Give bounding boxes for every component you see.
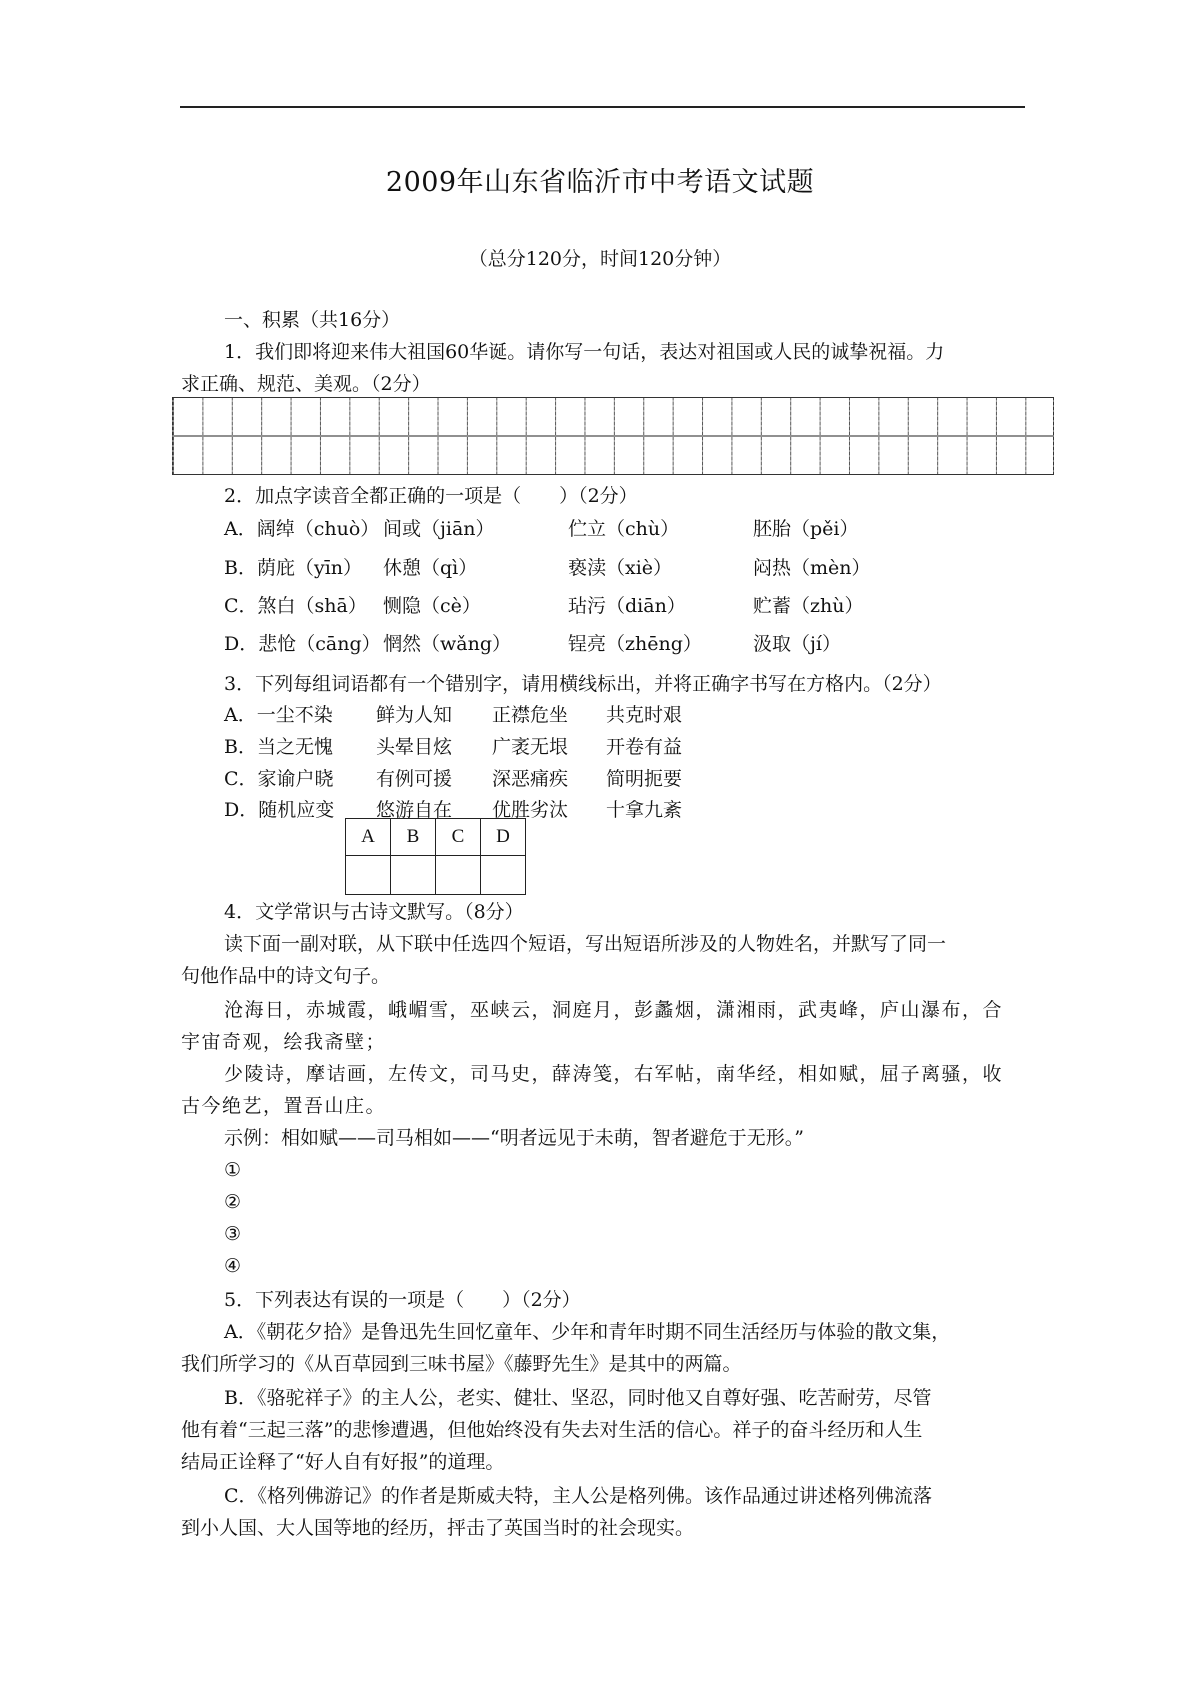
q5-stem: 5．下列表达有误的一项是（ ）（2分） — [224, 1289, 581, 1311]
couplet-lower-line1: 少陵诗，摩诘画，左传文，司马史，薛涛笺，右军帖，南华经，相如赋，屈子离骚，收 — [224, 1063, 1004, 1085]
q4-blank-3: ③ — [224, 1223, 242, 1245]
q1-text-line2: 求正确、规范、美观。（2分） — [181, 373, 431, 395]
q3-option-item: 悠游自在 — [376, 799, 453, 821]
q1-text-line1: 1．我们即将迎来伟大祖国60华诞。请你写一句话，表达对祖国或人民的诚挚祝福。力 — [224, 341, 945, 363]
q2-option-item: 间或（jiān） — [383, 518, 495, 540]
q3-option-item: 简明扼要 — [606, 768, 683, 790]
q2-option-item: 恻隐（cè） — [383, 595, 481, 617]
q2-option-item: 胚胎（pěi） — [753, 518, 859, 540]
q3-option-item: C．家谕户晓 — [224, 768, 334, 790]
q2-option-item: 闷热（mèn） — [753, 557, 871, 579]
q3-answer-cell[interactable] — [346, 856, 391, 895]
q3-stem: 3．下列每组词语都有一个错别字，请用横线标出，并将正确字书写在方格内。（2分） — [224, 673, 942, 695]
q3-option-item: 正襟危坐 — [492, 704, 569, 726]
page-title: 2009年山东省临沂市中考语文试题 — [385, 167, 815, 198]
q2-option-item: C．煞白（shā） — [224, 595, 367, 617]
q3-answer-table — [345, 818, 526, 895]
page-subtitle: （总分120分，时间120分钟） — [468, 248, 732, 270]
q5-option-c-line2: 到小人国、大人国等地的经历，抨击了英国当时的社会现实。 — [181, 1517, 695, 1539]
q2-option-item: 休憩（qì） — [383, 557, 478, 579]
q5-option-a-line2: 我们所学习的《从百草园到三味书屋》《藤野先生》是其中的两篇。 — [181, 1353, 742, 1375]
q5-option-b-line1: B．《骆驼祥子》的主人公，老实、健壮、坚忍，同时他又自尊好强、吃苦耐劳，尽管 — [224, 1387, 932, 1409]
q3-option-item: 鲜为人知 — [376, 704, 453, 726]
couplet-upper-line2: 宇宙奇观，绘我斋壁； — [181, 1031, 387, 1053]
q2-option-item: 贮蓄（zhù） — [753, 595, 864, 617]
header-rule — [180, 106, 1025, 108]
q3-answer-cell[interactable] — [481, 856, 526, 895]
q2-option-item: 锃亮（zhēng） — [568, 633, 702, 655]
q3-option-item: B．当之无愧 — [224, 736, 333, 758]
q4-blank-1: ① — [224, 1159, 242, 1181]
q3-option-item: 开卷有益 — [606, 736, 683, 758]
q2-option-item: 惘然（wǎng） — [383, 633, 511, 655]
q2-option-item: B．荫庇（yīn） — [224, 557, 363, 579]
q2-option-item: 亵渎（xiè） — [568, 557, 673, 579]
q3-option-item: 有例可援 — [376, 768, 453, 790]
q2-option-item: 汲取（jí） — [753, 633, 841, 655]
q3-header-c: C — [436, 819, 481, 856]
q3-header-a: A — [346, 819, 391, 856]
couplet-upper-line1: 沧海日，赤城霞，峨嵋雪，巫峡云，洞庭月，彭蠡烟，潇湘雨，武夷峰，庐山瀑布，合 — [224, 999, 1004, 1021]
q3-option-item: A．一尘不染 — [224, 704, 333, 726]
q2-option-item: 伫立（chù） — [568, 518, 680, 540]
q5-option-a-line1: A．《朝花夕拾》是鲁迅先生回忆童年、少年和青年时期不同生活经历与体验的散文集， — [224, 1321, 951, 1343]
q4-example: 示例：相如赋——司马相如——“明者远见于未萌，智者避危于无形。” — [224, 1127, 804, 1149]
section-heading: 一、积累（共16分） — [224, 309, 401, 331]
q3-header-d: D — [481, 819, 526, 856]
couplet-lower-line2: 古今绝艺，置吾山庄。 — [181, 1095, 387, 1117]
q3-option-item: 深恶痛疾 — [492, 768, 569, 790]
q2-stem: 2．加点字读音全都正确的一项是（ ）（2分） — [224, 485, 638, 507]
q3-option-item: 头晕目炫 — [376, 736, 453, 758]
q3-header-b: B — [391, 819, 436, 856]
q2-option-item: 玷污（diān） — [568, 595, 686, 617]
q3-option-item: D．随机应变 — [224, 799, 335, 821]
q4-blank-2: ② — [224, 1191, 242, 1213]
q3-option-item: 优胜劣汰 — [492, 799, 569, 821]
q4-blank-4: ④ — [224, 1255, 242, 1277]
q5-option-b-line2: 他有着“三起三落”的悲惨遭遇，但他始终没有失去对生活的信心。祥子的奋斗经历和人生 — [181, 1419, 923, 1441]
q4-intro-line1: 读下面一副对联，从下联中任选四个短语，写出短语所涉及的人物姓名，并默写了同一 — [224, 933, 947, 955]
q3-option-item: 广袤无垠 — [492, 736, 569, 758]
q3-option-item: 十拿九紊 — [606, 799, 683, 821]
q2-option-item: A．阔绰（chuò） — [224, 518, 380, 540]
q4-intro-line2: 句他作品中的诗文句子。 — [181, 965, 391, 987]
q2-option-item: D．悲怆（cāng） — [224, 633, 381, 655]
q5-option-b-line3: 结局正诠释了“好人自有好报”的道理。 — [181, 1451, 505, 1473]
answer-grid[interactable] — [172, 397, 1054, 475]
q4-stem: 4．文学常识与古诗文默写。（8分） — [224, 901, 524, 923]
q3-option-item: 共克时艰 — [606, 704, 683, 726]
q5-option-c-line1: C．《格列佛游记》的作者是斯威夫特，主人公是格列佛。该作品通过讲述格列佛流落 — [224, 1485, 933, 1507]
q3-answer-cell[interactable] — [391, 856, 436, 895]
q3-answer-cell[interactable] — [436, 856, 481, 895]
